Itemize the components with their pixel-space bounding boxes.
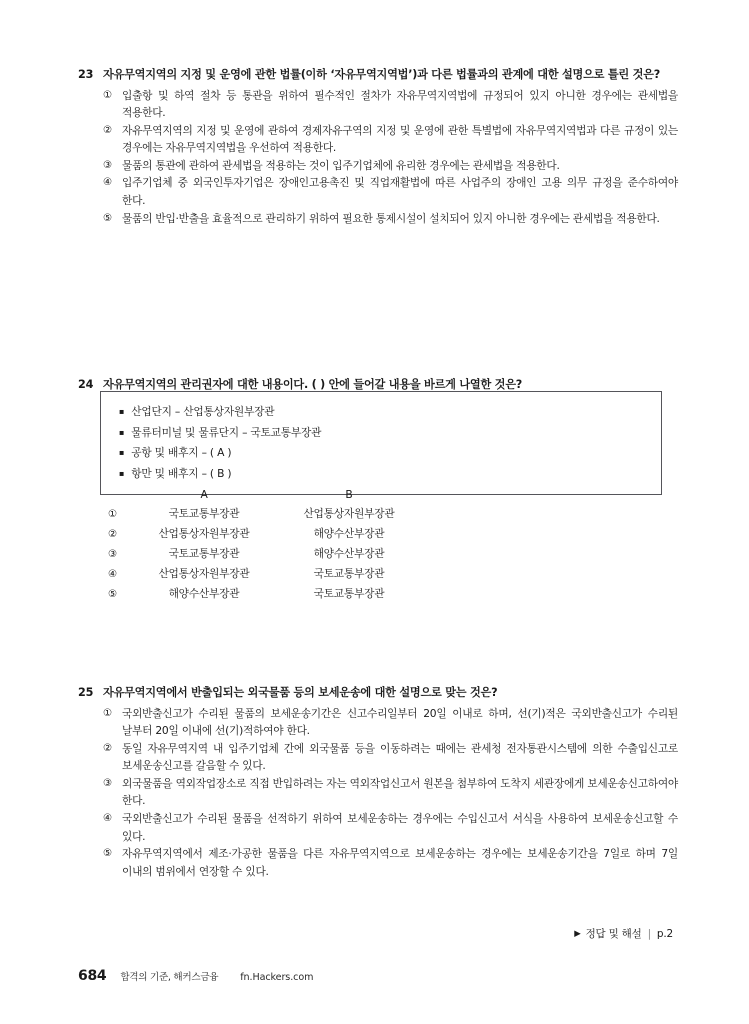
footer-site-url[interactable]: fn.Hackers.com: [240, 972, 314, 983]
choice-item[interactable]: [103, 705, 678, 740]
choice-item[interactable]: [103, 122, 678, 157]
cell-a: 해양수산부장관: [168, 587, 240, 600]
statement-line: [119, 423, 661, 444]
choice-text: 물품의 통관에 관하여 관세법을 적용하는 것이 입주기업체에 유리한 경우에는 관세법을 적용한다.: [122, 158, 560, 172]
bullet-icon: ▪: [119, 448, 125, 457]
statement-text: 물류터미널 및 물류단지 – 국토교통부장관: [131, 425, 322, 439]
choice-marker-icon: ①: [103, 707, 112, 719]
choice-marker-icon: ③: [103, 159, 112, 171]
choice-marker-icon: ⑤: [108, 589, 117, 600]
column-header-a: A: [200, 488, 208, 501]
answer-reference: [574, 926, 673, 941]
choice-text: 국외반출신고가 수리된 물품을 선적하기 위하여 보세운송하는 경우에는 수입신고서 서식을 사용하여 보세운송신고할 수 있다.: [122, 812, 678, 843]
statement-text: 항만 및 배후지 – ( B ): [131, 466, 232, 480]
choice-text: 국외반출신고가 수리된 물품의 보세운송기간은 신고수리일부터 20일 이내로 하며, 선(기)적은 국외반출신고가 수리된 날부터 20일 이내에 선(기)적하여야 한다.: [122, 706, 678, 738]
answer-reference-page: p.2: [656, 927, 673, 940]
choice-item[interactable]: [103, 157, 678, 175]
answer-reference-label: 정답 및 해설: [585, 928, 642, 940]
choice-marker-icon: ⑤: [103, 212, 112, 224]
choice-marker-icon: ③: [103, 777, 112, 789]
choice-text: 물품의 반입·반출을 효율적으로 관리하기 위하여 필요한 통제시설이 설치되어 있지 아니한 경우에는 관세법을 적용한다.: [122, 211, 660, 225]
table-row[interactable]: [108, 544, 438, 564]
table-row[interactable]: [108, 504, 438, 524]
choice-marker-icon: ①: [103, 89, 112, 101]
choice-item[interactable]: [103, 174, 678, 209]
question-block-25: [78, 684, 678, 880]
choice-marker-icon: ③: [108, 549, 117, 560]
triangle-right-icon: ▶: [574, 928, 581, 939]
choice-marker-icon: ④: [103, 813, 112, 825]
choice-item[interactable]: [103, 775, 678, 810]
footer-brand-text: 합격의 기준, 해커스금융: [120, 972, 219, 983]
choice-marker-icon: ④: [108, 569, 117, 580]
question-block-23: [78, 66, 678, 227]
choice-item[interactable]: [103, 810, 678, 845]
choice-item[interactable]: [103, 845, 678, 880]
question-stem-24: 자유무역지역의 관리권자에 대한 내용이다. ( ) 안에 들어갈 내용을 바르게 나열한 것은?: [103, 378, 523, 391]
cell-b: 국토교통부장관: [313, 587, 385, 600]
table-row[interactable]: [108, 564, 438, 584]
statement-box-24: [100, 391, 662, 495]
choice-list-23: [103, 87, 678, 228]
cell-a: 국토교통부장관: [168, 507, 240, 520]
question-heading-23: [78, 66, 678, 84]
choice-text: 입출항 및 하역 절차 등 통관을 위하여 필수적인 절차가 자유무역지역법에 규정되어 있지 아니한 경우에는 관세법을 적용한다.: [122, 88, 678, 120]
answer-reference-separator: |: [647, 927, 651, 940]
choice-text: 자유무역지역의 지정 및 운영에 관하여 경제자유구역의 지정 및 운영에 관한 특별법에 자유무역지역법과 다른 규정이 있는 경우에는 자유무역지역법을 우선하여 적용한다.: [122, 123, 678, 155]
choice-text: 입주기업체 중 외국인투자기업은 장애인고용촉진 및 직업재활법에 따른 사업주의 장애인 고용 의무 규정을 준수하여야 한다.: [122, 176, 678, 208]
statement-line: [119, 402, 661, 423]
choice-marker-icon: ①: [108, 509, 117, 520]
cell-b: 해양수산부장관: [313, 527, 385, 540]
bullet-icon: ▪: [119, 468, 125, 478]
statement-text: 산업단지 – 산업통상자원부장관: [131, 405, 275, 418]
statement-line: [119, 443, 661, 464]
question-heading-25: [78, 684, 678, 702]
cell-b: 해양수산부장관: [313, 547, 385, 560]
choice-item[interactable]: [103, 210, 678, 228]
question-stem-25: 자유무역지역에서 반출입되는 외국물품 등의 보세운송에 대한 설명으로 맞는 것은?: [103, 686, 498, 699]
choice-item[interactable]: [103, 740, 678, 775]
cell-b: 산업통상자원부장관: [303, 507, 395, 520]
cell-a: 산업통상자원부장관: [158, 527, 250, 540]
choice-text: 동일 자유무역지역 내 입주기업체 간에 외국물품 등을 이동하려는 때에는 관세청 전자통관시스템에 의한 수출입신고로 보세운송신고를 갈음할 수 있다.: [122, 741, 678, 773]
question-number-23: 23: [78, 68, 94, 81]
page-footer: [78, 968, 313, 984]
choice-text: 외국물품을 역외작업장소로 직접 반입하려는 자는 역외작업신고서 원본을 첨부하여 도착지 세관장에게 보세운송신고하여야 한다.: [122, 776, 678, 808]
question-number-25: 25: [78, 686, 94, 699]
choice-marker-icon: ②: [103, 124, 112, 136]
question-stem-23: 자유무역지역의 지정 및 운영에 관한 법률(이하 ‘자유무역지역법’)과 다른 법률과의 관계에 대한 설명으로 틀린 것은?: [103, 68, 660, 81]
choice-text: 자유무역지역에서 제조·가공한 물품을 다른 자유무역지역으로 보세운송하는 경우에는 보세운송기간을 7일로 하며 7일 이내의 범위에서 연장할 수 있다.: [122, 847, 678, 878]
question-number-24: 24: [78, 378, 94, 391]
bullet-icon: ▪: [119, 407, 125, 416]
cell-a: 산업통상자원부장관: [158, 567, 250, 580]
cell-a: 국토교통부장관: [168, 547, 240, 560]
statement-line: [119, 464, 661, 485]
choice-item[interactable]: [103, 87, 678, 122]
table-row[interactable]: [108, 524, 438, 544]
choice-marker-icon: ⑤: [103, 848, 112, 860]
answer-table-24: [108, 485, 438, 604]
choice-list-25: [103, 705, 678, 881]
footer-page-number: 684: [78, 968, 107, 984]
cell-b: 국토교통부장관: [313, 567, 385, 580]
bullet-icon: ▪: [119, 427, 125, 437]
choice-marker-icon: ②: [108, 529, 117, 540]
answer-table-header: [108, 485, 438, 504]
choice-marker-icon: ④: [103, 177, 112, 189]
table-row[interactable]: [108, 584, 438, 604]
choice-marker-icon: ②: [103, 742, 112, 754]
column-header-b: B: [345, 488, 353, 501]
statement-text: 공항 및 배후지 – ( A ): [131, 446, 232, 459]
